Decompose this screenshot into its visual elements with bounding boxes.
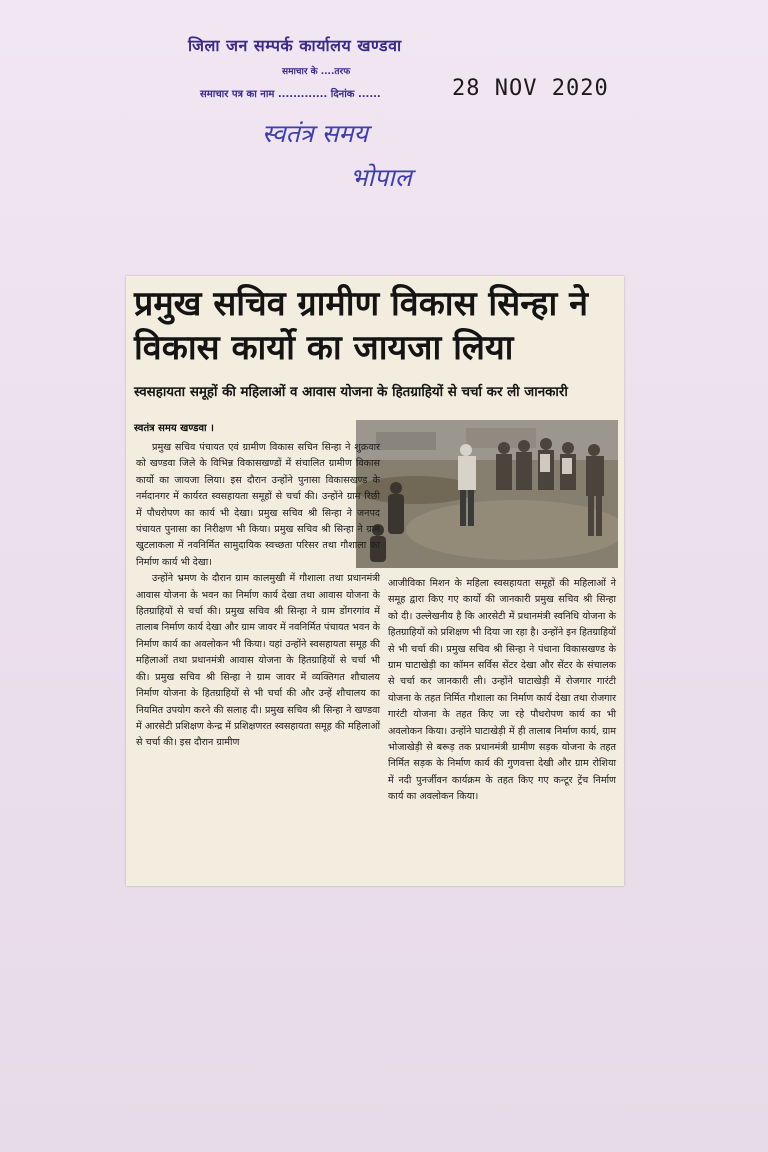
- article-paragraph: उन्होंने भ्रमण के दौरान ग्राम कालमुखी में गौशाला तथा प्रधानमंत्री आवास योजना के भवन का निर्माण कार्य देखा तथा आवास योजना के हितग्राहियों से चर्चा की। प्रमुख सचिव श्री सिन्हा ने ग्राम डोंगरगांव में तालाब निर्माण कार्य देखा और ग्राम जावर में नवनिर्मित पंचायत भवन के निर्माण कार्य का अवलोकन भी किया। यहां उन्होंने स्वसहायता समूह की महिलाओं तथा प्रधानमंत्री आवास योजना के हितग्राहियों से चर्चा भी की। प्रमुख सचिव श्री सिन्हा ने ग्राम जावर में व्यक्तिगत शौचालय निर्माण योजना के हितग्राहियों से भी चर्चा की और उन्हें शौचालय का नियमित उपयोग करने की सलाह दी। प्रमुख सचिव श्री सिन्हा ने खण्डवा में आरसेटी प्रशिक्षण केन्द्र में प्रशिक्षणरत स्वसहायता समूह की महिलाओं से चर्चा की। इस दौरान ग्रामीण: [136, 573, 380, 749]
- handwritten-newspaper-name: स्वतंत्र समय: [262, 119, 368, 148]
- news-photo-illustration: [356, 420, 618, 568]
- stamp-newspaper-row: समाचार पत्र का नाम ............. दिनांक ......: [200, 89, 381, 100]
- article-subheadline: स्वसहायता समूहों की महिलाओं व आवास योजना के हितग्राहियों से चर्चा कर ली जानकारी: [134, 385, 568, 400]
- handwritten-city: भोपाल: [350, 163, 412, 192]
- article-column-left: [136, 440, 380, 752]
- office-stamp: जिला जन सम्पर्क कार्यालय खण्डवा: [188, 36, 402, 55]
- article-paragraph: प्रमुख सचिव पंचायत एवं ग्रामीण विकास सचिन सिन्हा ने शुक्रवार को खण्डवा जिले के विभिन्न विकासखण्डों में संचालित ग्रामीण विकास कार्यो का जायजा लिया। इस दौरान उन्होंने पुनासा विकासखण्ड के नर्मदानगर में कार्यरत स्वसहायता समूहों से चर्चा की। उन्होंने ग्राम रिछी में पौधरोपण का कार्य भी देखा। प्रमुख सचिव श्री सिन्हा ने जनपद पंचायत पुनासा का निरीक्षण भी किया। प्रमुख सचिव श्री सिन्हा ने ग्राम खुटलाकला में नवनिर्मित सामुदायिक स्वच्छता परिसर तथा गौशाला का निर्माण कार्य भी देखा।: [136, 442, 380, 568]
- article-dateline: स्वतंत्र समय खण्डवा ।: [134, 423, 214, 434]
- article-headline: प्रमुख सचिव ग्रामीण विकास सिन्हा ने विकास कार्यो का जायजा लिया: [134, 284, 588, 368]
- stamp-date: 28 NOV 2020: [452, 76, 609, 101]
- article-paragraph: आजीविका मिशन के महिला स्वसहायता समूहों की महिलाओं ने समूह द्वारा किए गए कार्यो की जानकारी प्रमुख सचिव श्री सिन्हा को दी। उल्लेखनीय है कि आरसेटी में प्रधानमंत्री स्वनिधि योजना के हितग्राहियों को प्रशिक्षण भी दिया जा रहा है। उन्होंने इन हितग्राहियों से भी चर्चा की। प्रमुख सचिव श्री सिन्हा ने पंधाना विकासखण्ड के ग्राम घाटाखेड़ी का कॉमन सर्विस सेंटर देखा और सेंटर के संचालक से चर्चा कर जानकारी ली। उन्होंने घाटाखेड़ी में रोजगार गारंटी योजना के तहत निर्मित गौशाला का निर्माण कार्य देखा तथा रोजगार गारंटी योजना के तहत किए जा रहे पौधरोपण कार्य का भी अवलोकन किया। उन्होंने घाटाखेड़ी में ही तालाब निर्माण कार्य, ग्राम भोजाखेड़ी से बरूड़ तक प्रधानमंत्री ग्रामीण सड़क योजना के तहत निर्मित सड़क के निर्माण कार्य की गुणवत्ता देखी और ग्राम रोशिया में नदी पुनर्जीवन कार्यक्रम के तहत किए गए कन्टूर ट्रेंच निर्माण कार्य का अवलोकन किया।: [388, 578, 616, 803]
- news-photo: [356, 420, 618, 568]
- article-column-right: [388, 576, 616, 806]
- stamp-subline: समाचार के ....तरफ: [282, 67, 351, 77]
- newspaper-clipping: [126, 276, 624, 886]
